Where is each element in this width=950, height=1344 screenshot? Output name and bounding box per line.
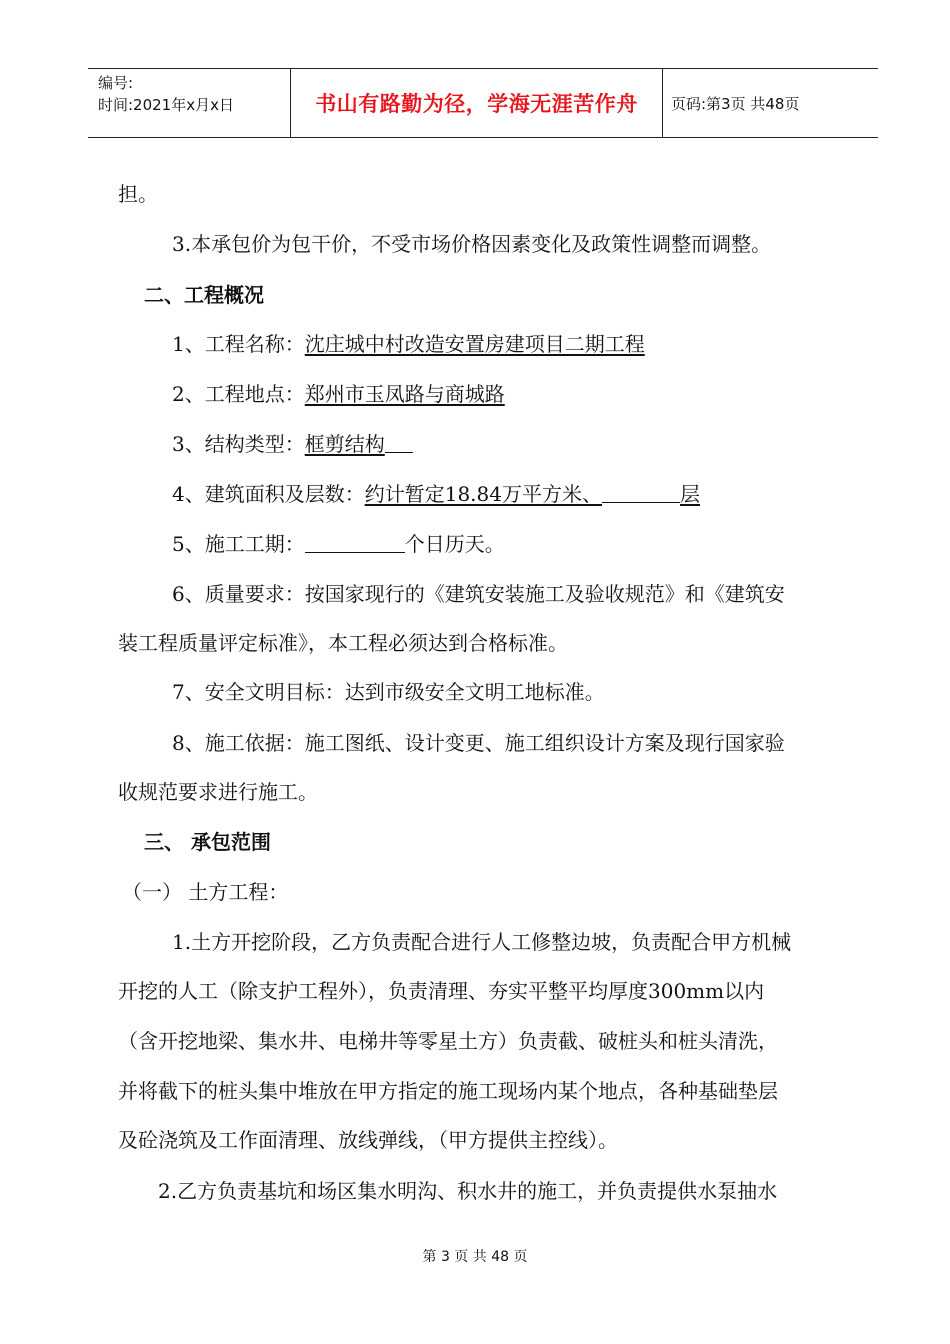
text-line: 及砼浇筑及工作面清理、放线弹线，（甲方提供主控线）。 <box>118 1128 618 1152</box>
document-header <box>88 68 878 138</box>
construction-period-label: 5、施工工期： <box>172 532 305 556</box>
page-footer: 第 3 页 共 48 页 <box>422 1249 528 1265</box>
text-line: 8、施工依据：施工图纸、设计变更、施工组织设计方案及现行国家验 <box>172 731 785 755</box>
text-line: 6、质量要求：按国家现行的《建筑安装施工及验收规范》和《建筑安 <box>172 582 785 606</box>
project-location-label: 2、工程地点： <box>172 382 305 406</box>
header-motto: 书山有路勤为径，学海无涯苦作舟 <box>290 69 663 137</box>
text-line: 3.本承包价为包干价，不受市场价格因素变化及政策性调整而调整。 <box>172 232 772 256</box>
header-page-info: 页码:第3页 共48页 <box>671 94 800 113</box>
project-name-value: 沈庄城中村改造安置房建项目二期工程 <box>304 332 645 356</box>
fill-blank <box>385 430 413 453</box>
text-line: 1.土方开挖阶段，乙方负责配合进行人工修整边坡，负责配合甲方机械 <box>172 930 792 954</box>
structure-type-label: 3、结构类型： <box>172 432 305 456</box>
construction-period-suffix: 个日历天。 <box>404 532 505 556</box>
document-number-label: 编号: <box>98 74 134 92</box>
building-area-line <box>172 480 700 508</box>
text-line: 2.乙方负责基坑和场区集水明沟、积水井的施工，并负责提供水泵抽水 <box>158 1179 778 1203</box>
text-line: （含开挖地梁、集水井、电梯井等零星土方）负责截、破桩头和桩头清洗， <box>118 1029 778 1053</box>
floors-suffix: 层 <box>680 482 700 506</box>
text-line: 7、安全文明目标：达到市级安全文明工地标准。 <box>172 680 605 704</box>
text-line: 担。 <box>118 182 158 206</box>
text-line: 装工程质量评定标准》，本工程必须达到合格标准。 <box>118 631 568 655</box>
text-line: 开挖的人工（除支护工程外），负责清理、夯实平整平均厚度300mm以内 <box>118 979 765 1003</box>
fill-blank <box>602 480 680 503</box>
project-name-label: 1、工程名称： <box>172 332 305 356</box>
structure-type-line <box>172 430 413 458</box>
project-location-value: 郑州市玉凤路与商城路 <box>304 382 505 406</box>
fill-blank <box>305 530 405 553</box>
project-location-line <box>172 380 505 408</box>
document-time-label: 时间:2021年x月x日 <box>98 96 234 114</box>
structure-type-value: 框剪结构 <box>304 432 385 456</box>
building-area-label: 4、建筑面积及层数： <box>172 482 365 506</box>
subsection-heading: （一） 土方工程： <box>122 880 289 904</box>
section-heading: 二、工程概况 <box>144 283 264 307</box>
construction-period-line <box>172 530 505 558</box>
header-left-cell <box>88 69 290 137</box>
building-area-value: 约计暂定18.84万平方米、 <box>364 482 602 506</box>
text-line: 并将截下的桩头集中堆放在甲方指定的施工现场内某个地点，各种基础垫层 <box>118 1079 778 1103</box>
section-heading: 三、 承包范围 <box>144 830 271 854</box>
project-name-line <box>172 330 645 358</box>
text-line: 收规范要求进行施工。 <box>118 780 318 804</box>
